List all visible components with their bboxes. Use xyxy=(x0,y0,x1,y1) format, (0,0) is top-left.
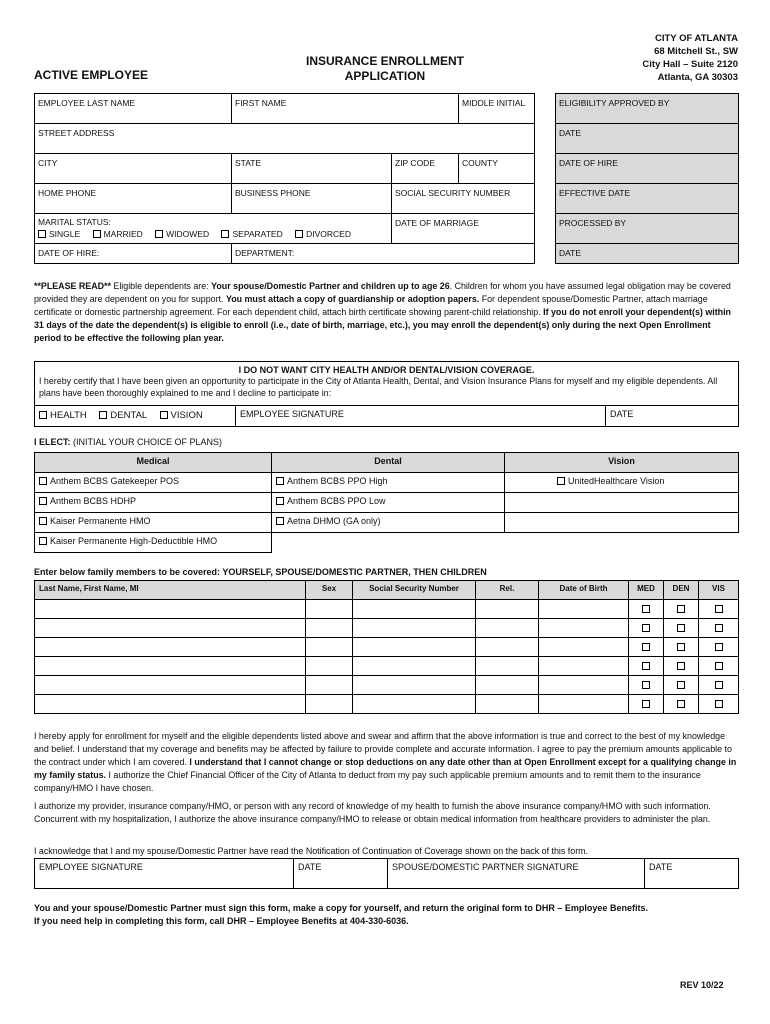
family-input-cell[interactable] xyxy=(538,675,629,695)
family-input-cell[interactable] xyxy=(475,599,539,619)
coverage-checkbox[interactable] xyxy=(698,618,739,638)
first-name-field[interactable]: FIRST NAME xyxy=(231,93,459,124)
processed-date-field[interactable]: DATE xyxy=(555,243,739,264)
coverage-checkbox[interactable] xyxy=(698,599,739,619)
family-input-cell[interactable] xyxy=(538,599,629,619)
vision-empty-cell xyxy=(504,492,739,513)
medical-header: Medical xyxy=(34,452,272,473)
medical-option[interactable]: Kaiser Permanente HMO xyxy=(34,512,272,533)
family-input-cell[interactable] xyxy=(305,675,353,695)
elect-label: I ELECT: (INITIAL YOUR CHOICE OF PLANS) xyxy=(34,437,223,447)
coverage-checkbox[interactable] xyxy=(628,656,664,676)
coverage-checkbox[interactable] xyxy=(663,656,699,676)
family-input-cell[interactable] xyxy=(352,599,476,619)
family-input-cell[interactable] xyxy=(475,675,539,695)
married-checkbox[interactable]: MARRIED xyxy=(93,229,143,239)
family-input-cell[interactable] xyxy=(305,694,353,714)
family-input-cell[interactable] xyxy=(352,637,476,657)
coverage-checkbox[interactable] xyxy=(698,637,739,657)
waiver-date-field[interactable]: DATE xyxy=(605,405,739,427)
single-checkbox[interactable]: SINGLE xyxy=(38,229,80,239)
dental-option[interactable]: Anthem BCBS PPO High xyxy=(271,472,505,493)
form-title: INSURANCE ENROLLMENT APPLICATION xyxy=(306,54,464,83)
col-med: MED xyxy=(628,580,664,600)
medical-option[interactable]: Kaiser Permanente High-Deductible HMO xyxy=(34,532,272,553)
last-name-field[interactable]: EMPLOYEE LAST NAME xyxy=(34,93,232,124)
medical-option[interactable]: Anthem BCBS Gatekeeper POS xyxy=(34,472,272,493)
state-field[interactable]: STATE xyxy=(231,153,392,184)
col-dob: Date of Birth xyxy=(538,580,629,600)
waiver-signature-field[interactable]: EMPLOYEE SIGNATURE xyxy=(235,405,606,427)
coverage-checkbox[interactable] xyxy=(628,618,664,638)
authorization-text: I authorize my provider, insurance company/HMO, or person with any record of knowledge of my health to furnish the above insurance company/HMO with such information. Concurrent with my hospitalization, I authorize the above insurance company/HMO to release or obtain medical information from healthcare providers to administer the plan. xyxy=(34,801,711,824)
family-input-cell[interactable] xyxy=(34,675,306,695)
separated-checkbox[interactable]: SEPARATED xyxy=(221,229,282,239)
family-input-cell[interactable] xyxy=(475,656,539,676)
medical-option[interactable]: Anthem BCBS HDHP xyxy=(34,492,272,513)
agreement-text: I hereby apply for enrollment for myself and the eligible dependents listed above and swear and affirm that the above information is true and correct to the best of my knowledge and belief. I understand that my coverage and benefits may be affected by failure to provide complete and accurate information. I agree to pay the premium amounts applicable to the contract under which I am covered. I understand that I cannot change or stop deductions on any date other than at Open Enrollment except for a qualifying change in my family status. I authorize the Chief Financial Officer of the City of Atlanta to deduct from my pay such applicable premium amounts and to remit them to the insurance company/HMO I have chosen. xyxy=(34,731,737,793)
col-den: DEN xyxy=(663,580,699,600)
family-input-cell[interactable] xyxy=(305,656,353,676)
family-input-cell[interactable] xyxy=(475,694,539,714)
widowed-checkbox[interactable]: WIDOWED xyxy=(155,229,209,239)
waiver-options xyxy=(34,405,236,427)
waiver-title: I DO NOT WANT CITY HEALTH AND/OR DENTAL/VISION COVERAGE. xyxy=(238,365,535,375)
family-input-cell[interactable] xyxy=(34,694,306,714)
coverage-checkbox[interactable] xyxy=(663,675,699,695)
coverage-checkbox[interactable] xyxy=(628,694,664,714)
family-input-cell[interactable] xyxy=(352,694,476,714)
family-input-cell[interactable] xyxy=(352,675,476,695)
city-address: CITY OF ATLANTA 68 Mitchell St., SW City Hall – Suite 2120 Atlanta, GA 30303 xyxy=(642,33,738,83)
eligibility-approved-field[interactable]: ELIGIBILITY APPROVED BY xyxy=(555,93,739,124)
date-of-marriage-field[interactable]: DATE OF MARRIAGE xyxy=(391,213,535,244)
family-input-cell[interactable] xyxy=(538,637,629,657)
col-name: Last Name, First Name, MI xyxy=(34,580,306,600)
marital-status-field: MARITAL STATUS: SINGLE MARRIED WIDOWED SEPARATED DIVORCED xyxy=(34,213,392,244)
date-of-hire-field[interactable]: DATE OF HIRE: xyxy=(34,243,232,264)
family-input-cell[interactable] xyxy=(538,694,629,714)
vision-option[interactable]: UnitedHealthcare Vision xyxy=(504,472,739,493)
family-input-cell[interactable] xyxy=(475,637,539,657)
family-input-cell[interactable] xyxy=(34,618,306,638)
coverage-checkbox[interactable] xyxy=(698,694,739,714)
col-vis: VIS xyxy=(698,580,739,600)
coverage-checkbox[interactable] xyxy=(698,675,739,695)
middle-initial-field[interactable]: MIDDLE INITIAL xyxy=(458,93,535,124)
department-field[interactable]: DEPARTMENT: xyxy=(231,243,535,264)
employee-signature-field[interactable]: EMPLOYEE SIGNATURE xyxy=(34,858,294,889)
coverage-checkbox[interactable] xyxy=(698,656,739,676)
family-input-cell[interactable] xyxy=(34,656,306,676)
coverage-checkbox[interactable] xyxy=(628,637,664,657)
family-input-cell[interactable] xyxy=(305,618,353,638)
dental-header: Dental xyxy=(271,452,505,473)
family-input-cell[interactable] xyxy=(305,637,353,657)
family-input-cell[interactable] xyxy=(538,656,629,676)
family-input-cell[interactable] xyxy=(34,637,306,657)
revision-label: REV 10/22 xyxy=(680,980,724,990)
zip-field[interactable]: ZIP CODE xyxy=(391,153,459,184)
spouse-signature-field[interactable]: SPOUSE/DOMESTIC PARTNER SIGNATURE xyxy=(387,858,645,889)
col-ssn: Social Security Number xyxy=(352,580,476,600)
home-phone-field[interactable]: HOME PHONE xyxy=(34,183,232,214)
office-date-field[interactable]: DATE xyxy=(555,123,739,154)
dental-option[interactable]: Anthem BCBS PPO Low xyxy=(271,492,505,513)
coverage-checkbox[interactable] xyxy=(663,618,699,638)
employee-date-field[interactable]: DATE xyxy=(293,858,388,889)
family-title: Enter below family members to be covered: YOURSELF, SPOUSE/DOMESTIC PARTNER, THEN CHILDREN xyxy=(34,567,487,577)
waive-health-checkbox[interactable]: HEALTH xyxy=(39,410,87,421)
coverage-checkbox[interactable] xyxy=(663,694,699,714)
family-input-cell[interactable] xyxy=(538,618,629,638)
col-sex: Sex xyxy=(305,580,353,600)
employee-type-title: ACTIVE EMPLOYEE xyxy=(34,68,149,82)
waiver-text: I hereby certify that I have been given an opportunity to participate in the City of Atlanta Health, Dental, and Vision Insurance Plans for myself and my eligible dependents. All plans have been thoroughly explained to me and I decline to participate in: xyxy=(39,376,718,398)
waive-dental-checkbox[interactable]: DENTAL xyxy=(99,410,146,421)
family-input-cell[interactable] xyxy=(352,656,476,676)
coverage-checkbox[interactable] xyxy=(628,675,664,695)
office-hire-date-field[interactable]: DATE OF HIRE xyxy=(555,153,739,184)
coverage-checkbox[interactable] xyxy=(663,637,699,657)
family-input-cell[interactable] xyxy=(475,618,539,638)
family-input-cell[interactable] xyxy=(305,599,353,619)
street-address-field[interactable]: STREET ADDRESS xyxy=(34,123,535,154)
processed-by-field[interactable]: PROCESSED BY xyxy=(555,213,739,244)
family-input-cell[interactable] xyxy=(352,618,476,638)
county-field[interactable]: COUNTY xyxy=(458,153,535,184)
dental-option[interactable]: Aetna DHMO (GA only) xyxy=(271,512,505,533)
effective-date-field[interactable]: EFFECTIVE DATE xyxy=(555,183,739,214)
business-phone-field[interactable]: BUSINESS PHONE xyxy=(231,183,392,214)
ssn-field[interactable]: SOCIAL SECURITY NUMBER xyxy=(391,183,535,214)
coverage-checkbox[interactable] xyxy=(628,599,664,619)
vision-empty-cell xyxy=(504,512,739,533)
family-input-cell[interactable] xyxy=(34,599,306,619)
return-instructions: You and your spouse/Domestic Partner must sign this form, make a copy for yourself, and return the original form to DHR – Employee Benefits. If you need help in completing this form, call DHR – Employee Benefits at 404-330-6036. xyxy=(34,903,648,926)
dependent-notice: **PLEASE READ** Eligible dependents are: Your spouse/Domestic Partner and children up to age 26. Children for whom you have assumed legal obligation may be covered provided they are dependent on you for support. You must attach a copy of guardianship or adoption papers. For dependent spouse/Domestic Partner, attach marriage certificate or domestic partnership agreement. For each dependent child, attach birth certificate showing parent-child relationship. If you do not enroll your dependent(s) within 31 days of the date the dependent(s) is eligible to enroll (i.e., date of birth, marriage, etc.), you may enroll the dependent(s) only during the next Open Enrollment period to be effective the following plan year. xyxy=(34,281,731,343)
vision-header: Vision xyxy=(504,452,739,473)
divorced-checkbox[interactable]: DIVORCED xyxy=(295,229,351,239)
waive-vision-checkbox[interactable]: VISION xyxy=(160,410,203,421)
city-field[interactable]: CITY xyxy=(34,153,232,184)
col-rel: Rel. xyxy=(475,580,539,600)
spouse-date-field[interactable]: DATE xyxy=(644,858,739,889)
coverage-checkbox[interactable] xyxy=(663,599,699,619)
acknowledgement-text: I acknowledge that I and my spouse/Domestic Partner have read the Notification of Continuation of Coverage shown on the back of this form. xyxy=(34,846,589,856)
